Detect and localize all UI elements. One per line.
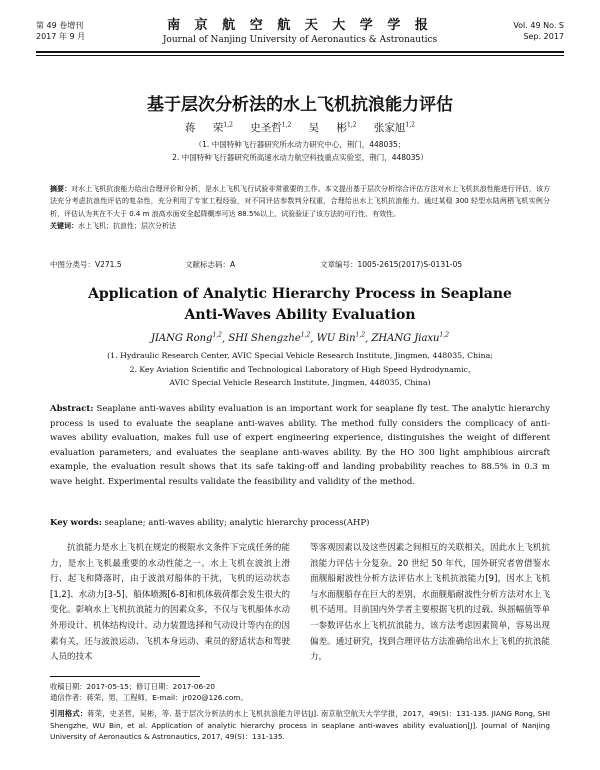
date-cn: 2017 年 9 月 [36,32,86,41]
author-cn: 吴 彬$^{1,2}$ [308,121,357,134]
abstract-cn [50,183,550,232]
received-date: 收稿日期：2017-05-15；修订日期：2017-06-20 [50,682,216,691]
abstract-cn-text: 对水上飞机抗浪能力给出合理评价和分析，是水上飞机飞行试验非常重要的工作。本文提出基于层次分析综合评估方法对水上飞机抗浪性能进行评估，该方法充分考虑抗浪性评估的复杂性，充分利用了专家工程经验，对不同评估参数判分权重，合理给出水上飞机抗浪能力。通过某稳 300 轻型水陆两栖飞机实例分析，评估认为其在不大于 0.4 m 浪高水面安全起降概率可达 88.5%以上，试验验证了该方法的可行性、有效性。 [50,185,551,218]
keywords-cn-text: 水上飞机；抗浪性；层次分析法 [78,221,176,230]
abstract-en-text: Seaplane anti-waves ability evaluation is an important work for seaplane fly test. The analytic hierarchy process is used to evaluate the seaplane anti-waves ability. The method fully considers the complicacy of anti-waves ability evaluation, makes full use of expert engineering experience, distinguishes the weight of different evaluation parameters, and evaluates the seaplane anti-waves ability. By the HO 300 light amphibious aircraft example, the evaluation result shows that its safe taking-off and landing probability reaches to 88.5% in 0.3 m wave height. Experimental results validate the feasibility and validity of the method. [50,404,551,487]
body-column-right: 等客观因素以及这些因素之间相互的关联相关，因此水上飞机抗浪能力评估十分复杂。20 世纪 50 年代，国外研究者曾借鉴水面舰船耐波性分析方法评估水上飞机抗浪能力[9]，因水上飞机与水面舰船存在巨大的差别，水面舰船耐波性分析方法对水上飞机不适用。目前国内外学者主要根据飞机的过载、纵摇幅值等单一参数评估水上飞机抗浪能力，该方法考虑因素简单，容易出现偏差。通过研究，找到合理评估方法准确给出水上飞机的抗浪能力， [310,543,550,663]
journal-title-cn: 南 京 航 空 航 天 大 学 学 报 [167,18,433,33]
keywords-cn-label: 关键词： [50,221,78,230]
body-column-left: 抗浪能力是水上飞机在规定的极限水文条件下完成任务的能力，是水上飞机最重要的水动性能之一。水上飞机在波浪上滑行、起飞和降落时，由于波浪对船体的干扰，飞机的运动状态[1,2]、水动力[3-5]、船体喷溅[6-8]和机体载荷都会发生很大的变化。影响水上飞机抗浪能力的因素众多，不仅与飞机船体水动外形设计、机体结构设计、动力装置选择和气动设计等内在的因素有关，还与波浪运动、飞机本身运动、乘员的舒适状态和驾驶人员的技术 [50,543,290,663]
author-en: JIANG Rong$^{1,2}$ [150,332,222,345]
paper-title-cn: 基于层次分析法的水上飞机抗浪能力评估 [147,95,453,115]
authors-en: JIANG Rong$^{1,2}$, SHI Shengzhe$^{1,2}$, WU Bin$^{1,2}$, ZHANG Jiaxu$^{1,2}$ [150,332,450,345]
abstract-cn-label: 摘要： [50,185,72,193]
document-code: 文献标志码：A [185,260,236,269]
affiliation-en: AVIC Special Vehicle Research Institute, Jingmen, 448035, China) [169,378,431,387]
affiliation-cn: （1. 中国特种飞行器研究所水动力研究中心，荆门，448035； [194,140,406,149]
keywords-en [50,518,550,528]
abstract-en [50,402,550,490]
header-center [0,14,600,45]
footnote-rule [50,676,200,677]
paper-title-en: Application of Analytic Hierarchy Process in Seaplane Anti-Waves Ability Evaluation [88,286,512,323]
affiliation-cn: 2. 中国特种飞行器研究所高速水动力航空科技重点实验室，荆门，448035） [172,153,428,162]
header-right [513,20,564,42]
date-en: Sep. 2017 [523,32,564,41]
corresponding-author: 通信作者：蒋荣，男，工程师，E-mail：jr020@126.com。 [50,693,248,702]
citation-label: 引用格式： [50,709,88,718]
abstract-en-label: Abstract: [50,404,94,414]
header-rule-thick [36,51,564,53]
authors-cn [0,120,600,135]
journal-title-en: Journal of Nanjing University of Aeronautics & Astronautics [162,35,438,45]
author-cn: 张家旭$^{1,2}$ [373,121,415,134]
article-number: 文章编号：1005-2615(2017)S-0131-05 [320,260,463,269]
author-en: SHI Shengzhe$^{1,2}$ [228,332,311,345]
affiliations-en [0,349,600,390]
affiliations-cn [0,138,600,164]
affiliation-en: 2. Key Aviation Scientific and Technological Laboratory of High Speed Hydrodynamic, [129,364,471,374]
keywords-en-text: seaplane; anti-waves ability; analytic hierarchy process(AHP) [104,518,370,528]
footnotes [50,681,550,703]
author-en: WU Bin$^{1,2}$ [316,332,366,345]
author-en: ZHANG Jiaxu$^{1,2}$ [371,332,450,345]
volume-en: Vol. 49 No. S [513,21,564,30]
author-cn: 史圣哲$^{1,2}$ [250,121,292,134]
keywords-en-label: Key words: [50,518,102,528]
volume-cn: 第 49 卷增刊 [36,21,84,30]
author-cn: 蒋 荣$^{1,2}$ [185,121,233,134]
affiliation-en: (1. Hydraulic Research Center, AVIC Special Vehicle Research Institute, Jingmen, 448035, China; [107,351,493,360]
citation-text: 蒋荣，史圣哲，吴彬，等. 基于层次分析法的水上飞机抗浪能力评估[J]. 南京航空航天大学学报，2017，49(S)：131-135. JIANG Rong, SHI Shengzhe, WU Bin, et al. Application of analytic hierarchy process in seaplane anti-waves ability evaluation[J]. Journal of Nanjing University of Aeronautics & Astronautics, 2017, 49(S)：131-135. [50,709,551,741]
clc-number: 中图分类号：V271.5 [50,260,122,269]
citation-format [50,708,550,743]
header-rule-thin [36,55,564,56]
